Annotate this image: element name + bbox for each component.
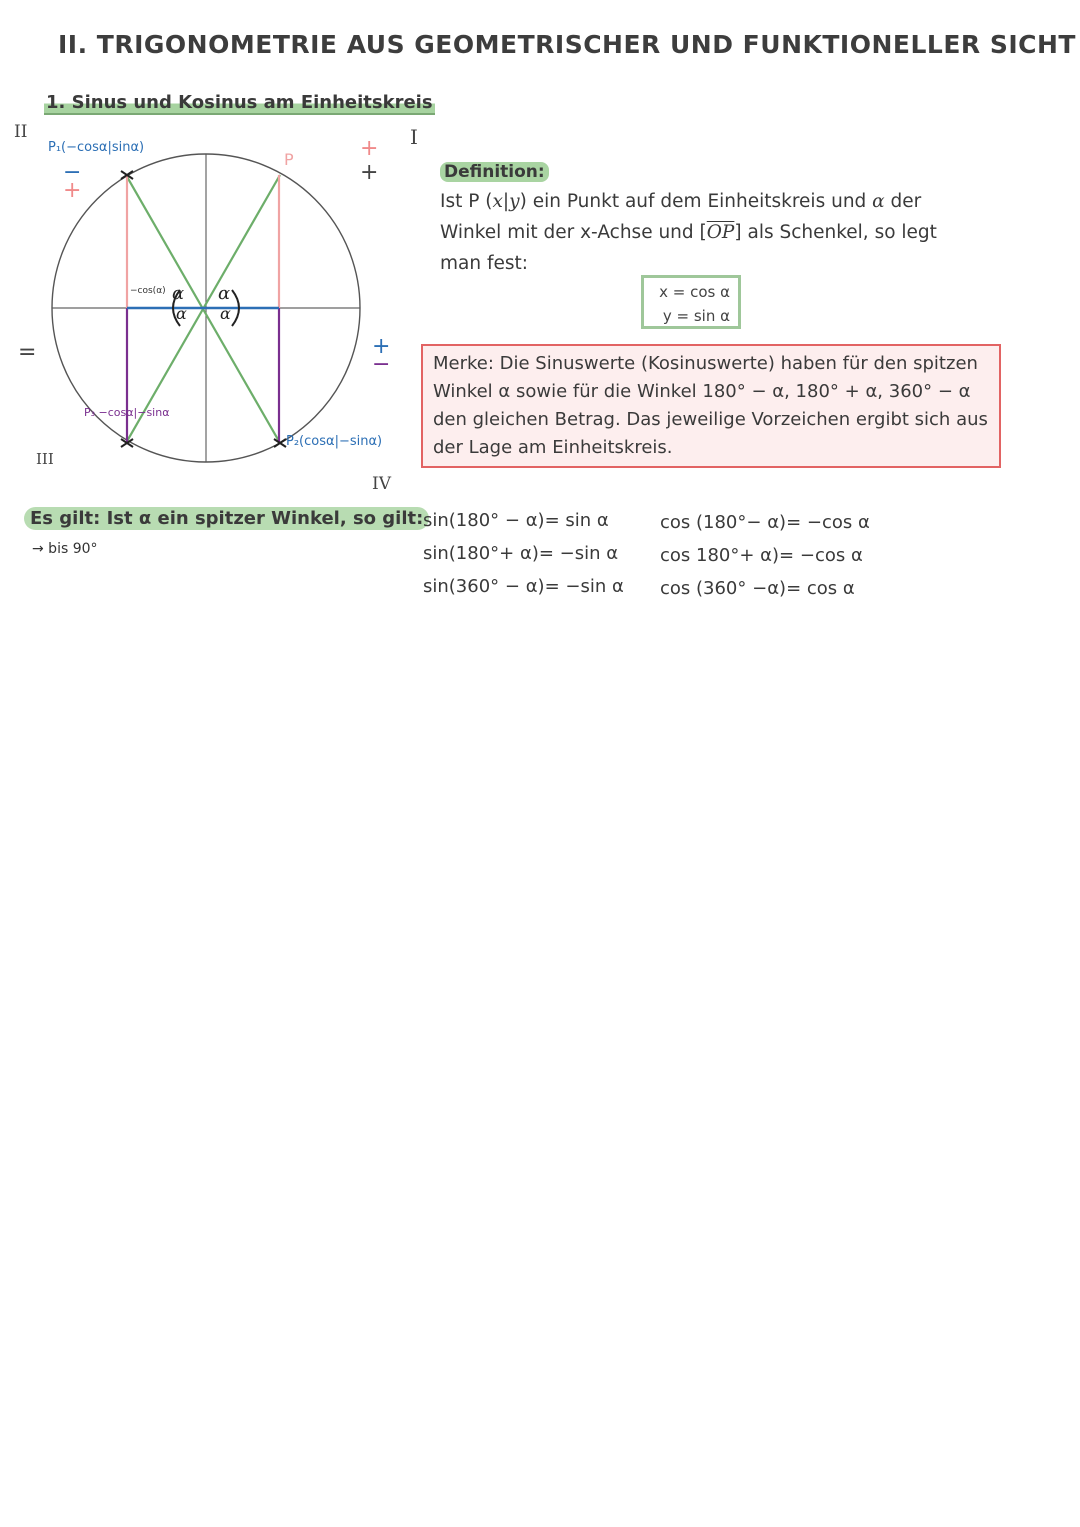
quadrant-4-label: IV (372, 474, 391, 494)
sign-q4-x: + (372, 334, 391, 359)
sin-formula-2: sin(180°+ α)= −sin α (423, 543, 619, 564)
p2-label: P₂(cosα|−sinα) (286, 434, 383, 449)
p3-label: P₃ −cosα|−sinα (84, 406, 170, 419)
cos-formula-1: cos (180°− α)= −cos α (660, 512, 870, 533)
quadrant-1-label: I (410, 125, 418, 149)
merke-box: Merke: Die Sinuswerte (Kosinuswerte) haben für den spitzen Winkel α sowie für die Winkel 180° − α, 180° + α, 360° − α den gleichen Betrag. Das jeweilige Vorzeichen ergibt sich aus der Lage am Einheitskreis. (421, 344, 1001, 468)
sign-q4-y: − (372, 352, 391, 377)
alpha-1: α (172, 283, 185, 304)
sign-q1-x: + (360, 136, 379, 161)
p-label: P (284, 150, 294, 169)
p1-label: P₁(−cosα|sinα) (48, 140, 145, 155)
bis-note: → bis 90° (32, 541, 98, 557)
cos-formula-3: cos (360° −α)= cos α (660, 578, 855, 599)
definition-text: Ist P (x|y) ein Punkt auf dem Einheitskreis und α der Winkel mit der x-Achse und $[\overline{OP}]$ als Schenkel, so legt man fest: (440, 191, 937, 274)
cos-formula-2: cos 180°+ α)= −cos α (660, 545, 863, 566)
alpha-3: α (218, 283, 231, 304)
definition-box-line-1: x = cos α (659, 283, 730, 301)
sign-q1-y: + (360, 160, 379, 185)
sign-q2-y: + (63, 178, 82, 203)
sin-formula-1: sin(180° − α)= sin α (423, 510, 609, 531)
definition-box (641, 275, 741, 329)
definition-box-line-2: y = sin α (662, 307, 730, 325)
alpha-2: α (176, 304, 187, 323)
definition-label: Definition: (440, 162, 549, 182)
sign-q2-x: − (63, 160, 82, 185)
cos-label: −cos(α) (130, 286, 166, 296)
alpha-4: α (220, 304, 231, 323)
es-gilt-label: Es gilt: Ist α ein spitzer Winkel, so gilt: (24, 508, 429, 529)
quadrant-2-label: II (14, 122, 28, 142)
side-mark: = (18, 340, 37, 365)
quadrant-3-label: III (36, 450, 54, 468)
page-title: II. TRIGONOMETRIE AUS GEOMETRISCHER UND FUNKTIONELLER SICHT (58, 30, 1076, 59)
sin-formula-3: sin(360° − α)= −sin α (423, 576, 624, 597)
section-heading: 1. Sinus und Kosinus am Einheitskreis (46, 92, 433, 113)
